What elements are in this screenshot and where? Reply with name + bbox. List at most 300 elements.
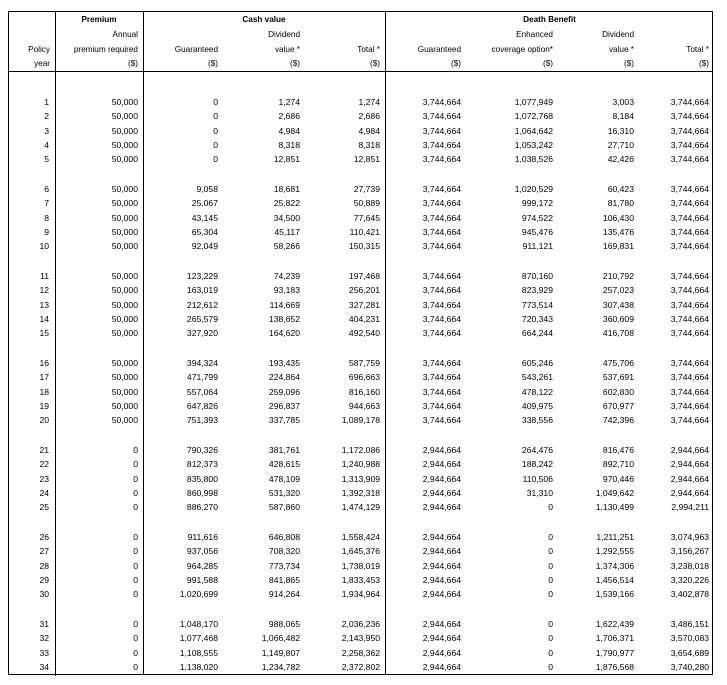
cell-db-guaranteed: 2,944,664	[422, 502, 461, 513]
cell-cv-dividend: 708,320	[268, 546, 300, 557]
cell-db-dividend: 16,310	[607, 125, 634, 136]
cell-db-dividend: 210,792	[602, 271, 634, 281]
cell-cv-total: 587,759	[348, 358, 380, 368]
cell-db-guaranteed: 2,944,664	[422, 487, 461, 498]
cell-db-dividend: 307,438	[602, 299, 634, 310]
cell-db-guaranteed: 3,744,664	[422, 400, 461, 411]
cell-policy-year: 13	[39, 299, 49, 310]
cell-cv-dividend: 8,318	[278, 139, 300, 150]
cell-policy-year: 10	[39, 241, 49, 252]
cell-db-guaranteed: 2,944,664	[422, 532, 461, 542]
cell-cv-dividend: 478,109	[268, 473, 300, 484]
cell-cv-total: 944,663	[348, 400, 380, 411]
cell-cv-dividend: 2,686	[278, 111, 300, 122]
cell-annual-premium: 0	[133, 619, 138, 629]
header-annual-premium: premium required	[73, 44, 138, 54]
cell-annual-premium: 0	[133, 546, 138, 557]
cell-db-total: 2,944,664	[670, 459, 709, 470]
cell-cv-guaranteed: 751,393	[186, 415, 218, 426]
cell-db-dividend: 416,708	[602, 328, 634, 339]
cell-cv-total: 1,738,019	[341, 560, 380, 571]
cell-cv-guaranteed: 557,064	[186, 386, 218, 397]
cell-db-enhanced: 911,121	[522, 241, 553, 252]
cell-annual-premium: 0	[133, 574, 138, 585]
header-cv-dividend: Dividend	[268, 30, 300, 39]
cell-cv-guaranteed: 1,108,555	[179, 647, 218, 658]
cell-cv-guaranteed: 812,373	[186, 459, 218, 470]
cell-cv-total: 2,372,802	[341, 661, 380, 672]
cell-db-enhanced: 0	[548, 589, 553, 600]
cell-policy-year: 19	[39, 400, 49, 411]
cell-cv-dividend: 587,860	[268, 502, 300, 513]
cell-cv-guaranteed: 65,304	[191, 226, 218, 237]
cell-policy-year: 22	[39, 459, 49, 470]
cell-db-total: 3,744,664	[670, 125, 709, 136]
cell-cv-dividend: 1,066,482	[261, 633, 300, 644]
cell-db-total: 3,744,664	[670, 212, 709, 223]
cell-db-dividend: 3,003	[612, 97, 634, 107]
cell-cv-total: 492,540	[348, 328, 380, 339]
cell-db-total: 3,074,963	[670, 532, 709, 542]
cell-annual-premium: 0	[133, 647, 138, 658]
cell-cv-guaranteed: 1,020,699	[179, 589, 218, 600]
cell-cv-dividend: 224,864	[268, 372, 300, 383]
cell-db-guaranteed: 3,744,664	[422, 111, 461, 122]
cell-db-total: 3,744,664	[670, 271, 709, 281]
header-cv-total: ($)	[369, 59, 380, 68]
cell-db-guaranteed: 3,744,664	[422, 313, 461, 324]
cell-db-total: 3,654,689	[670, 647, 709, 658]
cell-db-dividend: 42,426	[607, 154, 634, 165]
header-db-dividend: Dividend	[602, 30, 634, 39]
cell-cv-dividend: 1,149,807	[261, 647, 300, 658]
cell-annual-premium: 0	[133, 459, 138, 470]
header-annual-premium: ($)	[127, 59, 138, 68]
cell-db-enhanced: 1,072,768	[514, 111, 553, 122]
cell-db-enhanced: 0	[548, 633, 553, 644]
cell-cv-dividend: 193,435	[268, 358, 300, 368]
cell-cv-guaranteed: 886,270	[186, 502, 218, 513]
header-db-guaranteed: Guaranteed	[417, 44, 461, 54]
cell-cv-total: 27,739	[353, 184, 380, 194]
cell-policy-year: 6	[44, 184, 49, 194]
cell-db-dividend: 1,374,306	[595, 560, 634, 571]
cell-db-total: 3,744,664	[670, 139, 709, 150]
header-db-guaranteed: ($)	[450, 59, 461, 68]
header-cv-guaranteed: ($)	[207, 59, 218, 68]
cell-db-total: 3,744,664	[670, 386, 709, 397]
header-db-total: ($)	[698, 59, 709, 68]
cell-db-guaranteed: 3,744,664	[422, 241, 461, 252]
cell-annual-premium: 50,000	[111, 226, 138, 237]
cell-db-dividend: 1,456,514	[595, 574, 634, 585]
cell-cv-guaranteed: 0	[213, 154, 218, 165]
cell-db-total: 3,156,267	[670, 546, 709, 557]
cell-db-total: 3,744,664	[670, 154, 709, 165]
cell-cv-dividend: 259,096	[268, 386, 300, 397]
cell-cv-guaranteed: 1,138,020	[179, 661, 218, 672]
cell-cv-total: 1,645,376	[341, 546, 380, 557]
cell-db-enhanced: 0	[548, 574, 553, 585]
cell-db-enhanced: 0	[548, 532, 553, 542]
cell-annual-premium: 50,000	[111, 212, 138, 223]
cell-cv-guaranteed: 265,579	[186, 313, 218, 324]
cell-cv-dividend: 4,984	[278, 125, 300, 136]
cell-db-total: 3,570,083	[670, 633, 709, 644]
header-policy-year: year	[34, 59, 50, 68]
cell-db-enhanced: 605,246	[521, 358, 553, 368]
cell-cv-dividend: 531,320	[268, 487, 300, 498]
cell-db-total: 3,744,664	[670, 299, 709, 310]
cell-cv-dividend: 1,274	[278, 97, 300, 107]
cell-policy-year: 25	[39, 502, 49, 513]
cell-db-enhanced: 1,077,949	[514, 97, 553, 107]
cell-cv-total: 1,934,964	[341, 589, 380, 600]
cell-db-total: 3,744,664	[670, 184, 709, 194]
cell-policy-year: 20	[39, 415, 49, 426]
header-db-total: Total *	[686, 44, 709, 54]
cell-annual-premium: 50,000	[111, 328, 138, 339]
cell-cv-total: 1,833,453	[341, 574, 380, 585]
cell-policy-year: 34	[39, 661, 49, 672]
header-db-enhanced: Enhanced	[516, 30, 553, 39]
cell-cv-total: 1,392,318	[341, 487, 380, 498]
cell-policy-year: 1	[44, 97, 49, 107]
cell-annual-premium: 50,000	[111, 372, 138, 383]
cell-policy-year: 5	[44, 154, 49, 165]
cell-db-guaranteed: 2,944,664	[422, 473, 461, 484]
cell-cv-guaranteed: 163,019	[186, 285, 218, 296]
cell-cv-guaranteed: 964,285	[186, 560, 218, 571]
cell-db-total: 3,744,664	[670, 415, 709, 426]
cell-cv-guaranteed: 0	[213, 139, 218, 150]
cell-annual-premium: 50,000	[111, 313, 138, 324]
cell-annual-premium: 0	[133, 560, 138, 571]
cell-db-total: 2,944,664	[670, 445, 709, 455]
cell-annual-premium: 50,000	[111, 125, 138, 136]
cell-cv-total: 2,258,362	[341, 647, 380, 658]
cell-annual-premium: 50,000	[111, 271, 138, 281]
cell-annual-premium: 50,000	[111, 198, 138, 209]
cell-db-dividend: 1,876,568	[595, 661, 634, 672]
cell-cv-dividend: 34,500	[273, 212, 300, 223]
cell-policy-year: 30	[39, 589, 49, 600]
cell-db-enhanced: 664,244	[521, 328, 553, 339]
cell-annual-premium: 50,000	[111, 285, 138, 296]
cell-cv-dividend: 25,822	[273, 198, 300, 209]
cell-db-enhanced: 1,038,526	[514, 154, 553, 165]
header-db-enhanced: ($)	[542, 59, 553, 68]
cell-db-enhanced: 999,172	[521, 198, 553, 209]
cell-annual-premium: 50,000	[111, 154, 138, 165]
cell-db-total: 3,744,664	[670, 372, 709, 383]
cell-policy-year: 18	[39, 386, 49, 397]
cell-db-enhanced: 264,476	[521, 445, 553, 455]
cell-policy-year: 33	[39, 647, 49, 658]
cell-db-guaranteed: 2,944,664	[422, 661, 461, 672]
cell-db-guaranteed: 3,744,664	[422, 285, 461, 296]
cell-db-enhanced: 0	[548, 647, 553, 658]
cell-db-total: 3,744,664	[670, 198, 709, 209]
cell-cv-total: 1,313,909	[341, 473, 380, 484]
cell-annual-premium: 50,000	[111, 358, 138, 368]
cell-cv-total: 77,645	[353, 212, 380, 223]
cell-db-guaranteed: 2,944,664	[422, 574, 461, 585]
cell-db-dividend: 81,780	[607, 198, 634, 209]
header-cv-dividend: ($)	[289, 59, 300, 68]
cell-policy-year: 11	[40, 271, 49, 281]
cell-cv-guaranteed: 0	[213, 111, 218, 122]
cell-annual-premium: 50,000	[111, 415, 138, 426]
cell-db-enhanced: 823,929	[521, 285, 553, 296]
cell-db-enhanced: 0	[548, 546, 553, 557]
cell-policy-year: 23	[39, 473, 49, 484]
cell-annual-premium: 0	[133, 532, 138, 542]
cell-db-enhanced: 0	[548, 619, 553, 629]
cell-policy-year: 15	[39, 328, 49, 339]
cell-db-total: 3,744,664	[670, 313, 709, 324]
cell-db-total: 3,744,664	[670, 400, 709, 411]
cell-db-enhanced: 188,242	[521, 459, 553, 470]
death-benefit-group-header: Death Benefit	[523, 15, 576, 24]
cell-db-dividend: 1,211,251	[596, 532, 634, 542]
cell-db-total: 3,744,664	[670, 111, 709, 122]
cell-db-guaranteed: 2,944,664	[422, 445, 461, 455]
cell-policy-year: 27	[39, 546, 49, 557]
cell-db-total: 3,486,151	[670, 619, 709, 629]
header-policy-year: Policy	[28, 44, 50, 54]
cell-db-total: 3,320,226	[670, 574, 709, 585]
cell-db-dividend: 892,710	[602, 459, 634, 470]
cell-annual-premium: 0	[133, 633, 138, 644]
cell-db-dividend: 1,706,371	[595, 633, 634, 644]
cell-db-dividend: 27,710	[607, 139, 634, 150]
cell-cv-total: 8,318	[358, 139, 380, 150]
header-cv-total: Total *	[357, 44, 380, 54]
cell-annual-premium: 0	[133, 502, 138, 513]
cell-cv-total: 327,281	[348, 299, 380, 310]
cell-cv-total: 2,143,950	[341, 633, 380, 644]
cell-annual-premium: 50,000	[111, 299, 138, 310]
cell-db-dividend: 60,423	[607, 184, 634, 194]
cell-db-enhanced: 338,556	[521, 415, 553, 426]
cell-db-enhanced: 110,506	[522, 473, 553, 484]
cell-cv-guaranteed: 937,056	[186, 546, 218, 557]
cell-cv-guaranteed: 92,049	[191, 241, 218, 252]
cell-db-guaranteed: 3,744,664	[422, 271, 461, 281]
cell-db-enhanced: 1,053,242	[514, 139, 553, 150]
cell-db-guaranteed: 3,744,664	[422, 415, 461, 426]
cell-db-dividend: 602,830	[602, 386, 634, 397]
cell-db-dividend: 537,691	[602, 372, 634, 383]
cell-policy-year: 7	[44, 198, 49, 209]
cell-annual-premium: 0	[133, 661, 138, 672]
cell-cv-dividend: 296,837	[268, 400, 300, 411]
header-cv-guaranteed: Guaranteed	[174, 44, 218, 54]
cell-cv-total: 1,240,988	[341, 459, 380, 470]
cell-db-guaranteed: 2,944,664	[422, 546, 461, 557]
cell-policy-year: 28	[39, 560, 49, 571]
cell-policy-year: 31	[39, 619, 49, 629]
cell-cv-guaranteed: 1,048,170	[179, 619, 218, 629]
cell-db-enhanced: 478,122	[521, 386, 553, 397]
header-cv-dividend: value *	[274, 44, 300, 54]
cell-cv-dividend: 18,681	[273, 184, 300, 194]
cell-cv-guaranteed: 394,324	[186, 358, 218, 368]
cell-cv-total: 2,686	[358, 111, 380, 122]
cell-cv-total: 1,089,178	[341, 415, 380, 426]
cell-cv-total: 50,889	[353, 198, 380, 209]
cell-db-dividend: 816,476	[602, 445, 634, 455]
cell-db-guaranteed: 3,744,664	[422, 125, 461, 136]
cell-cv-dividend: 337,785	[268, 415, 300, 426]
cell-cv-dividend: 45,117	[274, 226, 300, 237]
cell-db-dividend: 1,130,499	[595, 502, 634, 513]
cell-db-guaranteed: 2,944,664	[422, 459, 461, 470]
cell-db-total: 3,744,664	[670, 328, 709, 339]
cell-db-guaranteed: 3,744,664	[422, 154, 461, 165]
cell-policy-year: 21	[39, 445, 49, 455]
cash-value-group-header: Cash value	[242, 15, 286, 24]
cell-annual-premium: 0	[133, 487, 138, 498]
cell-db-dividend: 475,706	[602, 358, 634, 368]
cell-db-guaranteed: 3,744,664	[422, 198, 461, 209]
illustration-table	[8, 11, 713, 675]
cell-cv-total: 1,474,129	[341, 502, 380, 513]
cell-db-enhanced: 0	[548, 661, 553, 672]
cell-cv-guaranteed: 25,067	[191, 198, 218, 209]
cell-cv-guaranteed: 911,616	[187, 532, 218, 542]
cell-cv-guaranteed: 9,058	[196, 184, 218, 194]
cell-cv-dividend: 646,808	[268, 532, 300, 542]
cell-db-guaranteed: 2,944,664	[422, 589, 461, 600]
cell-cv-guaranteed: 471,799	[186, 372, 218, 383]
cell-cv-dividend: 1,234,782	[261, 661, 300, 672]
cell-db-guaranteed: 3,744,664	[422, 328, 461, 339]
cell-db-guaranteed: 2,944,664	[422, 647, 461, 658]
cell-policy-year: 8	[44, 212, 49, 223]
cell-cv-guaranteed: 0	[213, 125, 218, 136]
cell-cv-total: 197,468	[348, 271, 380, 281]
cell-annual-premium: 50,000	[111, 184, 138, 194]
cell-annual-premium: 50,000	[111, 111, 138, 122]
cell-db-dividend: 742,396	[602, 415, 634, 426]
cell-cv-guaranteed: 835,800	[186, 473, 218, 484]
cell-policy-year: 24	[39, 487, 49, 498]
cell-policy-year: 3	[44, 125, 49, 136]
cell-cv-guaranteed: 212,612	[186, 299, 218, 310]
cell-db-guaranteed: 3,744,664	[422, 97, 461, 107]
cell-cv-guaranteed: 0	[213, 97, 218, 107]
cell-db-guaranteed: 3,744,664	[422, 184, 461, 194]
cell-cv-dividend: 428,615	[268, 459, 300, 470]
cell-db-total: 3,740,280	[670, 661, 709, 672]
header-db-dividend: value *	[608, 44, 634, 54]
cell-db-dividend: 1,049,642	[595, 487, 634, 498]
cell-cv-total: 110,421	[349, 226, 380, 237]
cell-db-enhanced: 0	[548, 560, 553, 571]
cell-db-enhanced: 543,261	[521, 372, 553, 383]
cell-db-guaranteed: 2,944,664	[422, 633, 461, 644]
cell-db-dividend: 1,790,977	[595, 647, 634, 658]
cell-db-enhanced: 31,310	[526, 487, 553, 498]
cell-db-dividend: 970,446	[602, 473, 634, 484]
cell-db-guaranteed: 3,744,664	[422, 386, 461, 397]
cell-cv-total: 1,558,424	[341, 532, 380, 542]
cell-cv-guaranteed: 647,826	[186, 400, 218, 411]
cell-cv-guaranteed: 327,920	[186, 328, 218, 339]
cell-db-guaranteed: 2,944,664	[422, 619, 461, 629]
header-db-dividend: ($)	[623, 59, 634, 68]
cell-db-dividend: 1,292,555	[595, 546, 634, 557]
cell-annual-premium: 50,000	[111, 97, 138, 107]
cell-db-enhanced: 1,064,642	[514, 125, 553, 136]
cell-cv-total: 696,663	[348, 372, 380, 383]
header-divider	[9, 71, 712, 72]
cell-cv-total: 816,160	[348, 386, 380, 397]
cell-policy-year: 4	[44, 139, 49, 150]
cell-db-dividend: 1,539,166	[595, 589, 634, 600]
cell-cv-total: 4,984	[358, 125, 380, 136]
cell-db-dividend: 1,622,439	[595, 619, 634, 629]
cell-db-guaranteed: 3,744,664	[422, 358, 461, 368]
cell-policy-year: 14	[39, 313, 49, 324]
cell-db-guaranteed: 3,744,664	[422, 226, 461, 237]
cell-db-total: 3,744,664	[670, 285, 709, 296]
cell-annual-premium: 50,000	[111, 400, 138, 411]
cell-policy-year: 16	[39, 358, 49, 368]
cell-cv-guaranteed: 123,229	[186, 271, 218, 281]
cell-db-dividend: 670,977	[602, 400, 634, 411]
cell-db-guaranteed: 3,744,664	[422, 372, 461, 383]
cell-db-enhanced: 945,476	[521, 226, 553, 237]
cell-cv-dividend: 12,851	[273, 154, 300, 165]
cell-cv-total: 1,274	[358, 97, 380, 107]
cell-cv-dividend: 138,652	[268, 313, 300, 324]
premium-group-header: Premium	[81, 15, 117, 24]
cell-cv-total: 150,315	[348, 241, 380, 252]
cell-cv-guaranteed: 43,145	[191, 212, 218, 223]
cell-db-guaranteed: 3,744,664	[422, 299, 461, 310]
cell-db-enhanced: 720,343	[521, 313, 553, 324]
cell-annual-premium: 0	[133, 589, 138, 600]
cell-annual-premium: 50,000	[111, 241, 138, 252]
cell-db-guaranteed: 2,944,664	[422, 560, 461, 571]
cell-db-total: 3,744,664	[670, 241, 709, 252]
cell-policy-year: 12	[39, 285, 49, 296]
cell-cv-guaranteed: 991,588	[186, 574, 218, 585]
cell-db-guaranteed: 3,744,664	[422, 212, 461, 223]
cell-cv-dividend: 914,264	[268, 589, 300, 600]
cell-db-total: 2,944,664	[670, 473, 709, 484]
cell-annual-premium: 50,000	[111, 139, 138, 150]
cell-db-enhanced: 773,514	[521, 299, 553, 310]
cell-db-dividend: 135,476	[602, 226, 634, 237]
cell-db-dividend: 257,023	[602, 285, 634, 296]
cell-cv-total: 1,172,086	[341, 445, 380, 455]
cell-db-enhanced: 0	[548, 502, 553, 513]
cell-cv-dividend: 381,761	[268, 445, 300, 455]
cell-db-enhanced: 870,160	[521, 271, 553, 281]
cell-cv-total: 2,036,236	[341, 619, 380, 629]
cell-cv-dividend: 164,620	[268, 328, 300, 339]
cell-db-total: 3,744,664	[670, 226, 709, 237]
cell-db-total: 3,744,664	[670, 358, 709, 368]
cell-policy-year: 32	[39, 633, 49, 644]
cell-db-dividend: 8,184	[612, 111, 634, 122]
cell-annual-premium: 0	[133, 473, 138, 484]
cell-cv-guaranteed: 1,077,468	[179, 633, 218, 644]
